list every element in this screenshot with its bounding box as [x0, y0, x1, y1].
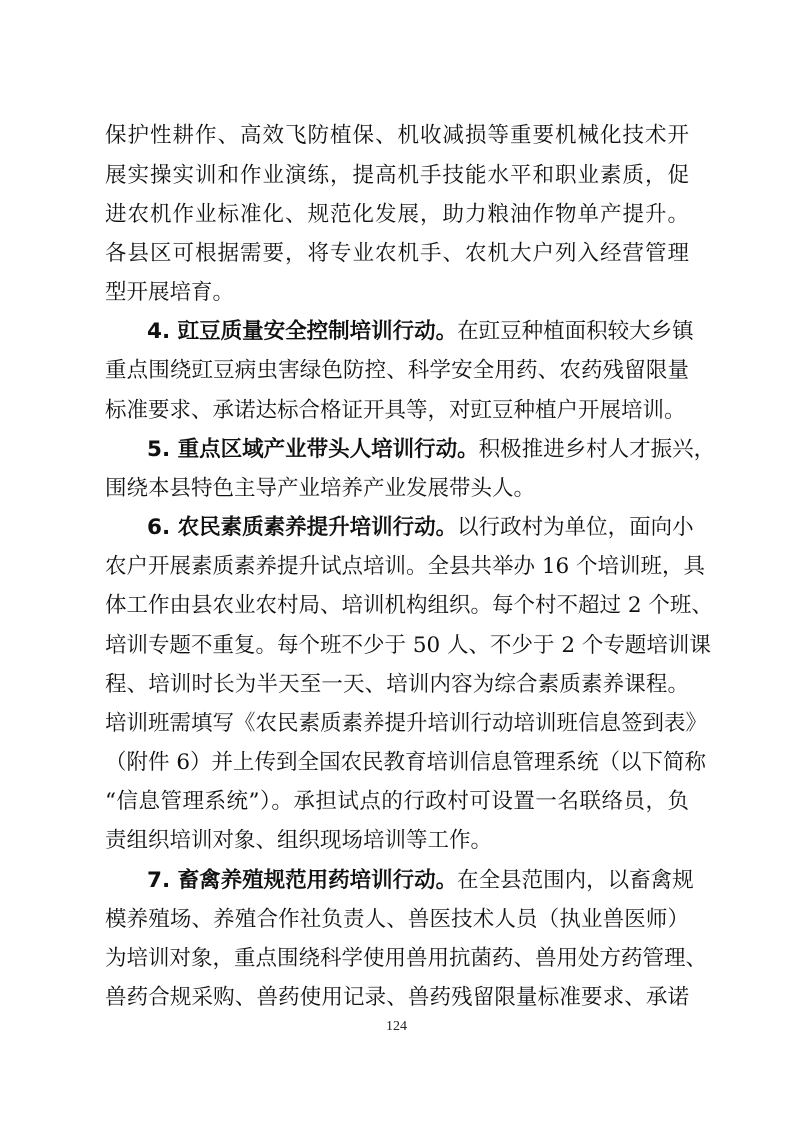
- section-heading: 4. 豇豆质量安全控制培训行动。: [147, 319, 458, 344]
- section-heading-line: 6. 农民素质素养提升培训行动。以行政村为单位，面向小: [147, 515, 694, 540]
- text-line: 体工作由县农业农村局、培训机构组织。每个村不超过 2 个班、: [105, 593, 713, 618]
- page-number: 124: [386, 1019, 407, 1034]
- text-line: 各县区可根据需要，将专业农机手、农机大户列入经营管理: [105, 241, 689, 266]
- section-heading-line: 4. 豇豆质量安全控制培训行动。在豇豆种植面积较大乡镇: [147, 319, 694, 344]
- text-line: （附件 6）并上传到全国农民教育培训信息管理系统（以下简称: [105, 750, 707, 775]
- text-line: 保护性耕作、高效飞防植保、机收减损等重要机械化技术开: [105, 123, 689, 148]
- text-line: 兽药合规采购、兽药使用记录、兽药残留限量标准要求、承诺: [105, 985, 689, 1010]
- text-line: 农户开展素质素养提升试点培训。全县共举办 16 个培训班，具: [105, 554, 706, 579]
- section-heading-line: 5. 重点区域产业带头人培训行动。积极推进乡村人才振兴，: [147, 437, 716, 462]
- text-line: 围绕本县特色主导产业培养产业发展带头人。: [105, 476, 536, 501]
- text-line: 程、培训时长为半天至一天、培训内容为综合素质素养课程。: [105, 672, 689, 697]
- section-heading: 7. 畜禽养殖规范用药培训行动。: [147, 868, 458, 893]
- text-line: 型开展培育。: [105, 280, 235, 305]
- text-line: 重点围绕豇豆病虫害绿色防控、科学安全用药、农药残留限量: [105, 358, 689, 383]
- text-line: 标准要求、承诺达标合格证开具等，对豇豆种植户开展培训。: [105, 398, 686, 423]
- section-heading: 5. 重点区域产业带头人培训行动。: [147, 437, 479, 462]
- text-line: 培训班需填写《农民素质素养提升培训行动培训班信息签到表》: [105, 711, 708, 736]
- text-line: 展实操实训和作业演练，提高机手技能水平和职业素质，促: [105, 163, 689, 188]
- text-line: 培训专题不重复。每个班不少于 50 人、不少于 2 个专题培训课: [105, 633, 711, 658]
- text-line: 责组织培训对象、组织现场培训等工作。: [105, 828, 493, 853]
- text-line: “信息管理系统”）。承担试点的行政村可设置一名联络员，负: [105, 789, 689, 814]
- text-line: 为培训对象，重点围绕科学使用兽用抗菌药、兽用处方药管理、: [105, 946, 708, 971]
- section-heading-line: 7. 畜禽养殖规范用药培训行动。在全县范围内，以畜禽规: [147, 868, 694, 893]
- section-heading: 6. 农民素质素养提升培训行动。: [147, 515, 458, 540]
- text-line: 模养殖场、养殖合作社负责人、兽医技术人员（执业兽医师）: [105, 907, 689, 932]
- text-line: 进农机作业标准化、规范化发展，助力粮油作物单产提升。: [105, 202, 689, 227]
